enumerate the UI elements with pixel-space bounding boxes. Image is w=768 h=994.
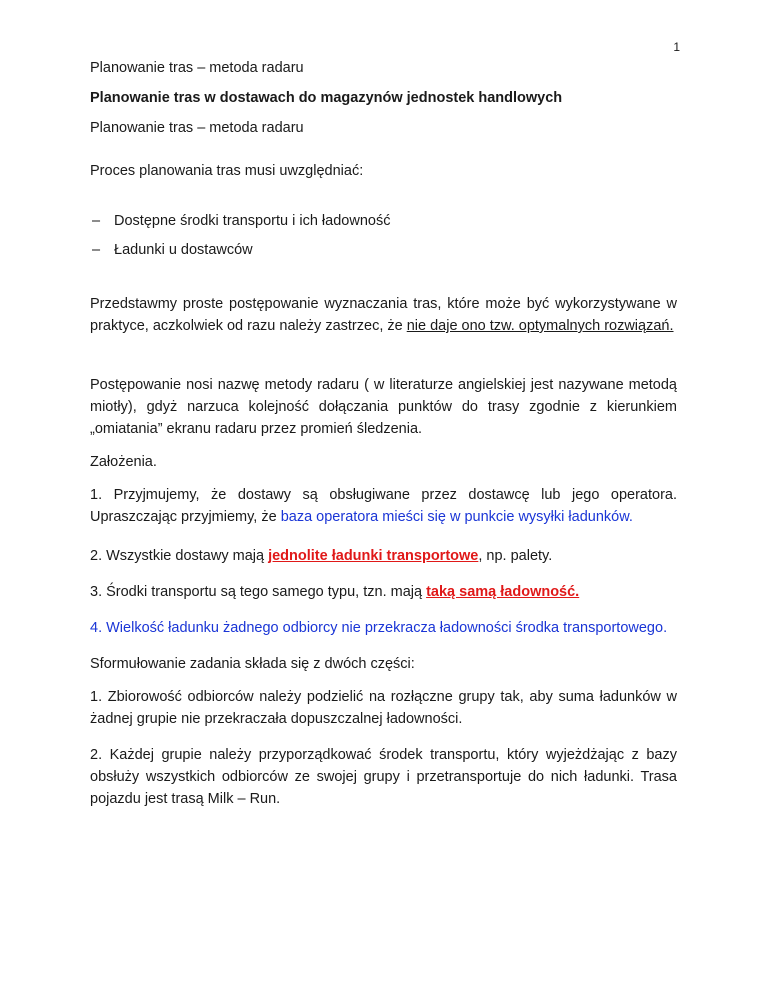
requirements-list	[90, 213, 677, 258]
assumption-3	[90, 584, 677, 600]
list-item	[90, 242, 677, 258]
red-highlight-text: jednolite ładunki transportowe	[268, 548, 479, 564]
blue-highlight-text: baza operatora mieści się w punkcie wysyłki ładunków.	[280, 509, 633, 525]
intro-paragraph: Proces planowania tras musi uwzględniać:	[90, 163, 364, 179]
assumption-1	[90, 484, 677, 528]
underlined-text: nie daje ono tzw. optymalnych rozwiązań.	[406, 318, 674, 334]
method-intro-paragraph	[90, 293, 677, 337]
assumptions-label: Założenia.	[90, 454, 157, 470]
assumption-text-after: , np. palety.	[478, 548, 553, 564]
list-item	[90, 213, 677, 229]
list-item-text: Ładunki u dostawców	[114, 242, 253, 258]
page-number: 1	[673, 40, 680, 54]
document-content	[90, 60, 677, 810]
formulation-part-1: 1. Zbiorowość odbiorców należy podzielić na rozłączne grupy tak, aby suma ładunków w żadnej grupie nie przekraczała dopuszczalnej ładowności.	[90, 689, 677, 727]
assumption-number: 4.	[90, 620, 107, 636]
assumption-text: 3. Środki transportu są tego samego typu, tzn. mają	[90, 584, 427, 600]
assumption-4	[90, 620, 677, 636]
blue-highlight-text: Wielkość ładunku żadnego odbiorcy nie przekracza ładowności środka transportowego.	[106, 620, 668, 636]
assumption-text: 2. Wszystkie dostawy mają	[90, 548, 269, 564]
formulation-part-2: 2. Każdej grupie należy przyporządkować środek transportu, który wyjeżdżając z bazy obsłuży wszystkich odbiorców ze swojej grupy i przetransportuje do nich ładunki. Trasa pojazdu jest trasą Milk – Run.	[90, 747, 677, 807]
red-highlight-text: taką samą ładowność.	[426, 584, 580, 600]
list-item-text: Dostępne środki transportu i ich ładowność	[114, 213, 391, 229]
radar-method-paragraph: Postępowanie nosi nazwę metody radaru ( w literaturze angielskiej jest nazywane metodą miotły), gdyż narzuca kolejność dołączania punktów do trasy zgodnie z kierunkiem „omiatania” ekranu radaru przez promień śledzenia.	[90, 377, 677, 437]
document-subtitle: Planowanie tras – metoda radaru	[90, 120, 304, 136]
document-title: Planowanie tras w dostawach do magazynów jednostek handlowych	[90, 90, 563, 106]
formulation-heading: Sformułowanie zadania składa się z dwóch części:	[90, 656, 415, 672]
paragraph-text: Przedstawmy proste postępowanie wyznaczania tras, które może być wykorzystywane w praktyce, aczkolwiek od razu należy zastrzec, że	[90, 296, 677, 334]
dash-bullet: –	[92, 242, 101, 258]
assumption-text: 1. Przyjmujemy, że dostawy są obsługiwane przez dostawcę lub jego operatora. Upraszczając przyjmiemy, że	[90, 487, 677, 525]
dash-bullet: –	[92, 213, 101, 229]
running-header: Planowanie tras – metoda radaru	[90, 60, 304, 76]
assumption-2	[90, 548, 677, 564]
